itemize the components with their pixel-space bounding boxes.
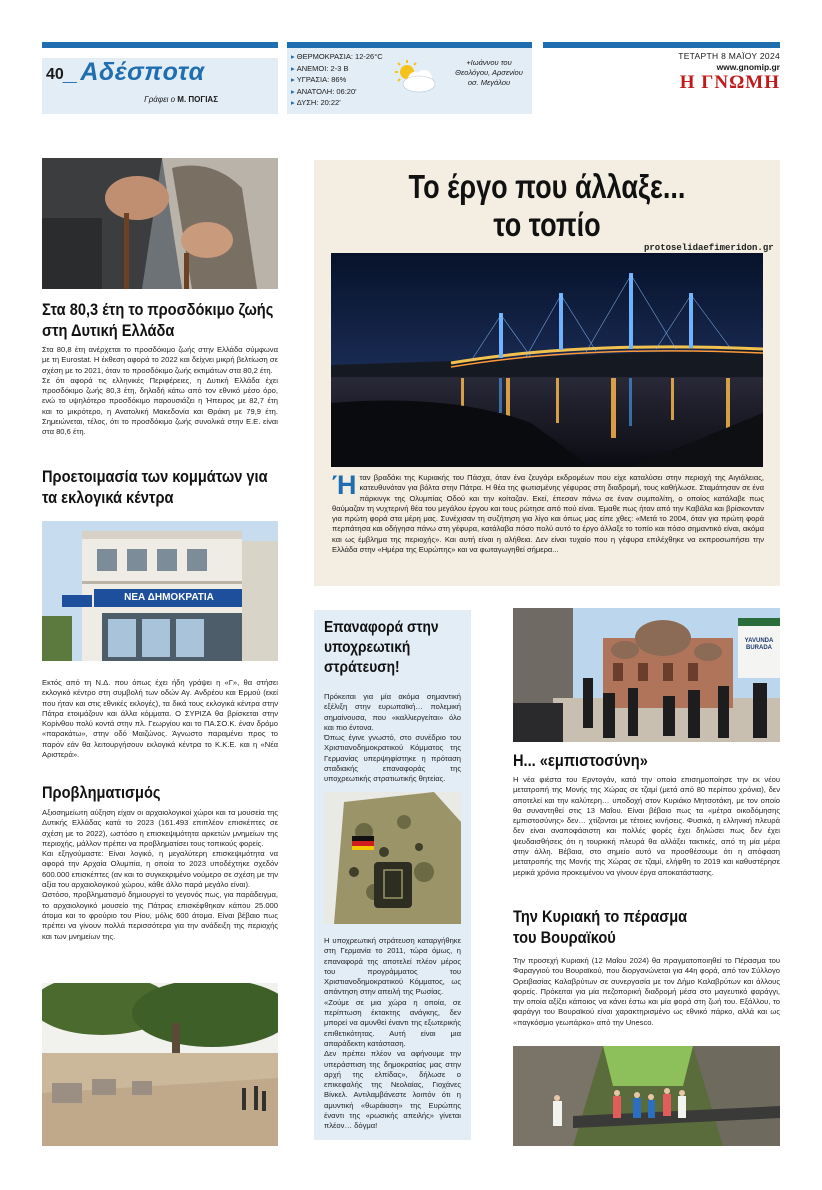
weather-details (291, 51, 383, 109)
conscription-body: Η υποχρεωτική στράτευση καταργήθηκε στη Γερμανία το 2011, τώρα όμως, η επαναφορά της αποτελεί πλέον μέρος του προγράμματος του Χριστιανοδημοκρατικού Κόμματος, ως απάντηση στην απειλή της Ρωσίας. «Ζούμε σε μια χώρα η οποία, σε περίπτωση έκτακτης ανάγκης, δεν μπορεί να αμυνθεί έναντι της εξωτερικής επιθετικότητας. Αυτή είναι μια απαράδεκτη κατάσταση. Δεν πρέπει πλέον να αφήνουμε την υπεράσπιση της δημοκρατίας μας στην αρχή της ελπίδας», δήλωσε ο επικεφαλής της Νεολαίας, Γιοχάνες Βίνκελ. Αντιλαμβάνεστε λοιπόν ότι η αμυντική «θωράκιση» της Ευρώπης έναντι της «ρωσικής απειλής» γίνεται πλέον… δόγμα! (324, 936, 461, 1131)
feature-body: Ήταν βραδάκι της Κυριακής του Πάσχα, όταν ένα ζευγάρι εκδρομέων που είχε καταλύσει στην περιοχή της Αιγιάλειας, κατευθυνόταν για βόλτα στην Πάτρα. Η θέα της φωτισμένης γέφυρας στη διαδρομή, τους καθήλωσε. Σταμάτησαν σε ένα πάρκινγκ της Ολυμπίας Οδού και την κοίταζαν. Εκεί, έπεσαν πάνω σε έναν συμπολίτη, ο οποίος κατάλαβε πως θαύμαζαν τη νυχτερινή θέα του μεγάλου έργου και τους ρώτησε από πού είναι. Έμαθε πως ήταν από την Καβάλα και βρίσκονταν για πρώτη φορά στα μέρη μας. Συνέχισαν τη συζήτηση για λίγο και όπως μας είπε χθες: «Μετά το 2004, όταν για πρώτη φορά περπάτησα και οδήγησα πάνω στη γέφυρα, κατάλαβα πόσο πολύ αυτό το έργο άλλαξε το τοπίο και πόσο σημαντικό είναι, ακόμα και ως έμβλημα της περιοχής». Και αυτή είναι η αλήθεια. Δεν είναι τυχαίο που η γέφυρα επιλέχθηκε να εκπροσωπήσει την Ελλάδα στην «Ημέρα της Ευρώπης» και να φωταγωγηθεί σήμερα... (332, 470, 764, 555)
problem-headline: Προβληματισμός (42, 783, 161, 802)
life-expectancy-headline: Στα 80,3 έτη το προσδόκιμο ζωής στη Δυτική Ελλάδα (42, 300, 274, 340)
vouraikos-body: Την προσεχή Κυριακή (12 Μαΐου 2024) θα πραγματοποιηθεί το Πέρασμα του Φαραγγιού του Βουραϊκού, που διοργανώνεται για 44η φορά, από τον Σύλλογο Ορειβασίας Καλαβρύτων σε συνεργασία με τον Δήμο Καλαβρύτων και άλλους φορείς. Πρόκειται για μία πεζοπορική διαδρομή μέσα στο μαγευτικό φαράγγι, την οποία αξίζει κάποιος να κάνει έστω και μία φορά στη ζωή του. Εξάλλου, το φαράγγι του Βουραϊκού είναι χαρακτηρισμένο ως εθνικό πάρκο, αλλά και ως «παγκόσμιο γεωπάρκο» από την Unesco. (513, 956, 780, 1027)
dropcap: Ή (332, 470, 357, 500)
chora-monastery-photo (513, 608, 780, 742)
trust-headline: Η... «εμπιστοσύνη» (513, 751, 648, 770)
mosque-sign-text: YAVUNDA BURADA (744, 638, 774, 651)
soldier-photo (324, 792, 461, 924)
weather-sunrise: ▸ ΑΝΑΤΟΛΗ: 06:20' (291, 86, 383, 98)
feature-article (314, 160, 780, 586)
section-header (42, 58, 278, 114)
byline-author: Μ. ΠΟΓΙΑΣ (177, 95, 218, 104)
party-offices-body: Εκτός από τη Ν.Δ. που όπως έχει ήδη γράψει η «Γ», θα στήσει εκλογικό κέντρο στη συμβολή των οδών Αγ. Ανδρέου και Ερμού (εκεί που ήταν και στις εθνικές εκλογές), τα δικά τους εκλογικά κέντρα στην Πάτρα ετοιμάζουν και άλλα κόμματα. Ο ΣΥΡΙΖΑ θα βρίσκεται στην Κορίνθου πολύ κοντά στην πλ. Γεωργίου και το ΠΑ.ΣΟ.Κ. έναν δρόμο «παρακάτω», στην οδό Μαιζώνος. Άγνωστο παραμένει προς το παρόν εάν θα λειτουργήσουν εκλογικά κέντρα το Κ.Κ.Ε. και η «Νέα Αριστερά». (42, 678, 278, 760)
archaeological-site-photo (42, 983, 278, 1146)
elderly-photo (42, 158, 278, 289)
vouraikos-headline: Την Κυριακή το πέρασμα του Βουραϊκού (513, 907, 688, 947)
header-rule-left (42, 42, 278, 48)
weather-wind: ▸ ΑΝΕΜΟΙ: 2-3 Β (291, 63, 383, 75)
party-sign-text: ΝΕΑ ΔΗΜΟΚΡΑΤΙΑ (124, 592, 214, 603)
vouraikos-gorge-photo (513, 1046, 780, 1146)
sun-cloud-icon (389, 58, 439, 96)
website-link[interactable]: www.gnomip.gr (716, 62, 780, 72)
conscription-headline: Επαναφορά στην υποχρεωτική στράτευση! (324, 619, 439, 676)
name-days: +Ιωάννου του Θεολόγου, Αρσενίου οσ. Μεγάλου (455, 58, 523, 87)
source-watermark: protoselidaefimeridon.gr (644, 243, 774, 253)
life-expectancy-body: Στα 80,8 έτη ανέρχεται το προσδόκιμο ζωής στην Ελλάδα σύμφωνα με τη Eurostat. Η έκθεση αφορά το 2022 και δείχνει μικρή βελτίωση σε σχέση με το 2021, όταν το προσδόκιμο ζωής εκτιμάτων στα 80,2 έτη. Σε ότι αφορά τις ελληνικές Περιφέρειες, η Δυτική Ελλάδα έχει προσδόκιμο ζωής 80,3 έτη, δηλαδή κάτω από τον εθνικό μέσο όρο, ενώ το υψηλότερο προσδόκιμο παρουσιάζει η Ήπειρος με 82,7 έτη και το μικρότερο, η Ανατολική Μακεδονία και Θράκη με 79,9 έτη. Σημειώνεται, τέλος, ότι το προσδόκιμο ζωής συνολικά στην Ε.Ε. είναι στα 80,6 έτη. (42, 345, 278, 437)
feature-title: Το έργο που άλλαξε... το τοπίο (408, 168, 686, 243)
weather-sunset: ▸ ΔΥΣΗ: 20:22' (291, 97, 383, 109)
weather-panel (287, 42, 532, 114)
issue-date: ΤΕΤΑΡΤΗ 8 ΜΑΪΟΥ 2024 (678, 51, 780, 61)
newspaper-logo: Η ΓΝΩΜΗ (679, 72, 780, 93)
page-number: 40 (46, 66, 64, 83)
party-offices-headline: Προετοιμασία των κομμάτων για τα εκλογικά κέντρα (42, 467, 268, 507)
problem-body: Αξιοσημείωτη αύξηση είχαν οι αρχαιολογικοί χώροι και τα μουσεία της Δυτικής Ελλάδας κατά το 2023 (161.493 επιπλέον επισκέπτες σε σχέση με το 2022), ωστόσο η επισκεψιμότητα αρκετών μνημείων της περιοχής, μάλλον πρέπει να προβληματίσει τους τοπικούς φορείς. Και εξηγούμαστε: Είναι λογικό, η μεγαλύτερη επισκεψιμότητα να αφορά την Αρχαία Ολυμπία, η οποία το 2023 υποδέχτηκε σχεδόν 600.000 επισκέπτες (αν και το συγκεκριμένο νούμερο σε σχέση με την αξία του αρχαιολογικού χώρου, κάθε άλλο παρά μεγάλο είναι). Ωστόσο, προβληματισμό δημιουργεί το γεγονός πως, για παράδειγμα, το αρχαιολογικό μουσείο της Πάτρας επισκέφθηκαν κάπου 25.000 άτομα και το φρούριο του Ρίου, μόλις 600 άτομα. Είναι βέβαιο πως πρέπει να γίνουν πολλά περισσότερα για την ανάδειξη της περιοχής και των μνημείων της. (42, 808, 278, 941)
byline: Γράφει ο Μ. ΠΟΓΙΑΣ (144, 95, 218, 104)
conscription-box (314, 610, 471, 1140)
section-title: _Αδέσποτα (64, 58, 205, 86)
conscription-intro: Πρόκειται για μία ακόμα σημαντική εξέλιξη στην ευρωπαϊκή… πολεμική σημαίνουσα, που «καλλιεργείται» όλο και πιο έντονα. Όπως έγινε γνωστό, στο συνέδριο του Χριστιανοδημοκρατικού Κόμματος της Γερμανίας υπερψηφίστηκε η πρόταση σταδιακής επαναφοράς της υποχρεωτικής στρατιωτικής θητείας. (324, 692, 461, 784)
weather-temperature: ▸ ΘΕΡΜΟΚΡΑΣΙΑ: 12-26°C (291, 51, 383, 63)
header-rule-right (543, 42, 780, 48)
rio-antirio-bridge-photo (331, 253, 763, 467)
trust-body: Η νέα φιέστα του Ερντογάν, κατά την οποία επισημοποίησε την εκ νέου μετατροπή της Μονής της Χώρας σε τζαμί (μετά από 80 περίπου χρόνια), δεν αποτελεί και την καλύτερη… υποδοχή στον Κυριάκο Μητσοτάκη, με τον οποίο θα συναντηθεί στις 13 Μαΐου. Είναι βέβαιο πως τα «μέτρα οικοδόμησης εμπιστοσύνης» δεν… χτίζονται με τέτοιες κινήσεις. Φυσικά, η ελληνική πλευρά δεν είναι αναποφάσιστη και πολλές φορές έχει δηλώσει πως δεν έχει ψευδαισθήσεις ότι η τουρκική πλευρά θα αλλάξει τακτικές, από τη μία μέρα στην άλλη. Βέβαια, στο σημείο αυτό να προσθέσουμε ότι η απόφαση μετατροπής της Μονής της Χώρας σε τζαμί, ελήφθη το 2019 και καθυστέρησε μερικά χρόνια προκειμένου να γίνουν έργα αποκατάστασης. (513, 775, 780, 877)
party-office-photo (42, 521, 278, 661)
weather-humidity: ▸ ΥΓΡΑΣΙΑ: 86% (291, 74, 383, 86)
